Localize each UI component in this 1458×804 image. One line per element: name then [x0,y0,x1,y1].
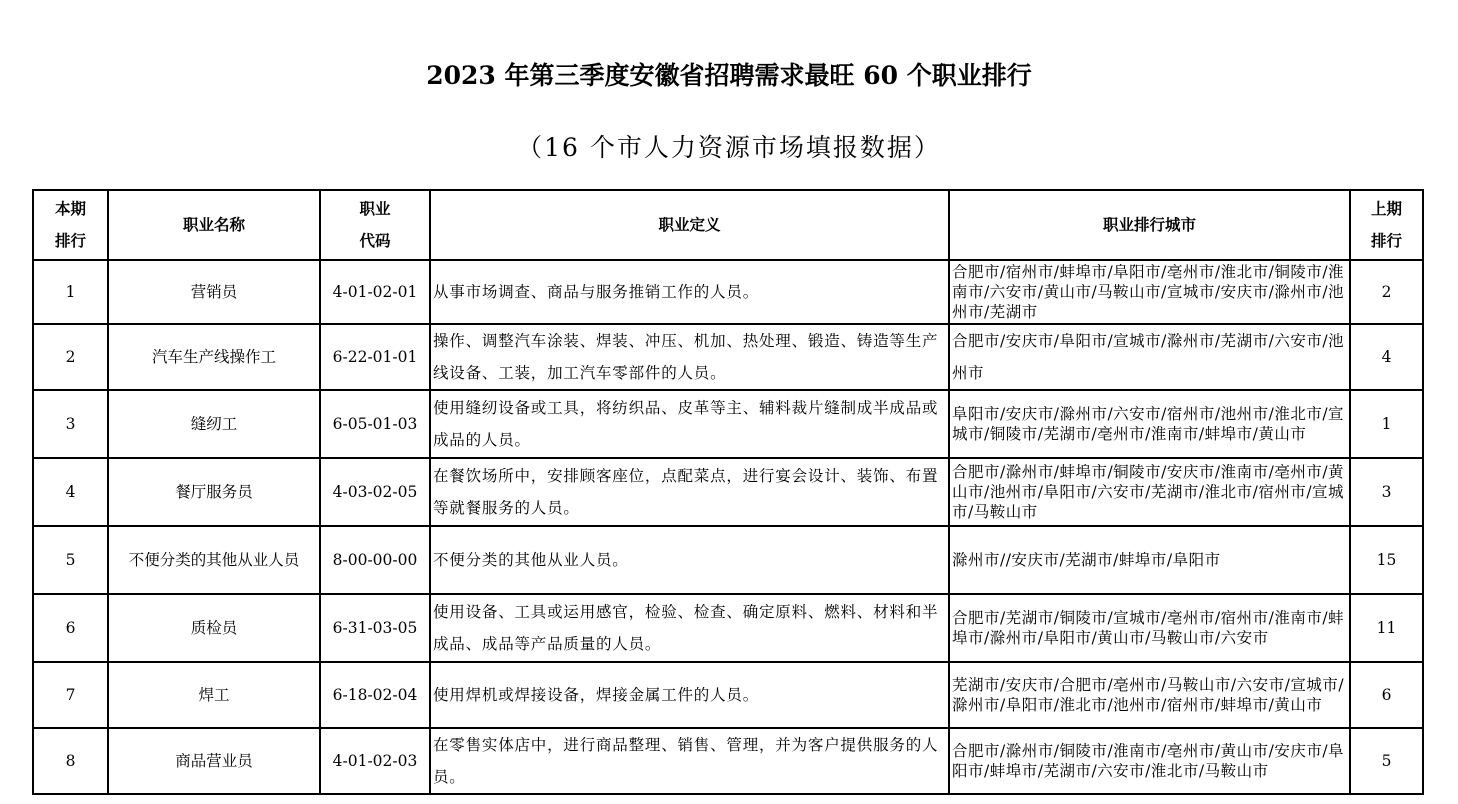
cell-rank: 2 [33,324,108,390]
cell-definition: 使用设备、工具或运用感官，检验、检查、确定原料、燃料、材料和半成品、成品等产品质量的人员。 [430,594,949,662]
cell-cities: 芜湖市/安庆市/合肥市/亳州市/马鞍山市/六安市/宣城市/滁州市/阜阳市/淮北市/池州市/宿州市/蚌埠市/黄山市 [949,662,1350,728]
table-row [33,594,1423,662]
cell-name: 缝纫工 [108,390,320,458]
cell-cities: 合肥市/安庆市/阜阳市/宣城市/滁州市/芜湖市/六安市/池州市 [949,324,1350,390]
cell-cities: 合肥市/芜湖市/铜陵市/宣城市/亳州市/宿州市/淮南市/蚌埠市/滁州市/阜阳市/黄山市/马鞍山市/六安市 [949,594,1350,662]
cell-prev-rank: 3 [1350,458,1423,526]
cell-rank: 1 [33,260,108,324]
cell-name: 餐厅服务员 [108,458,320,526]
header-prev-line2: 排行 [1370,231,1402,250]
cell-definition: 在零售实体店中，进行商品整理、销售、管理，并为客户提供服务的人员。 [430,728,949,794]
cell-code: 8-00-00-00 [320,526,430,594]
cell-prev-rank: 5 [1350,728,1423,794]
cell-definition: 从事市场调查、商品与服务推销工作的人员。 [430,260,949,324]
occupation-ranking-table [32,189,1424,795]
table-row [33,662,1423,728]
cell-rank: 4 [33,458,108,526]
cell-prev-rank: 2 [1350,260,1423,324]
cell-prev-rank: 11 [1350,594,1423,662]
cell-cities: 阜阳市/安庆市/滁州市/六安市/宿州市/池州市/淮北市/宣城市/铜陵市/芜湖市/亳州市/淮南市/蚌埠市/黄山市 [949,390,1350,458]
header-cities: 职业排行城市 [949,190,1350,260]
cell-name: 焊工 [108,662,320,728]
cell-code: 6-22-01-01 [320,324,430,390]
cell-code: 6-05-01-03 [320,390,430,458]
cell-name: 商品营业员 [108,728,320,794]
cell-rank: 5 [33,526,108,594]
header-previous-rank [1350,190,1423,260]
cell-name: 营销员 [108,260,320,324]
cell-name: 质检员 [108,594,320,662]
header-occupation-code [320,190,430,260]
table-row [33,390,1423,458]
header-current-rank [33,190,108,260]
cell-definition: 操作、调整汽车涂装、焊装、冲压、机加、热处理、锻造、铸造等生产线设备、工装，加工汽车零部件的人员。 [430,324,949,390]
cell-rank: 8 [33,728,108,794]
cell-name: 汽车生产线操作工 [108,324,320,390]
cell-cities: 合肥市/宿州市/蚌埠市/阜阳市/亳州市/淮北市/铜陵市/淮南市/六安市/黄山市/马鞍山市/宣城市/安庆市/滁州市/池州市/芜湖市 [949,260,1350,324]
header-occupation-name: 职业名称 [108,190,320,260]
cell-code: 6-31-03-05 [320,594,430,662]
document-subtitle: （16 个市人力资源市场填报数据） [517,133,941,162]
table-row [33,526,1423,594]
cell-definition: 在餐饮场所中，安排顾客座位，点配菜点，进行宴会设计、装饰、布置等就餐服务的人员。 [430,458,949,526]
cell-cities: 合肥市/滁州市/蚌埠市/铜陵市/安庆市/淮南市/亳州市/黄山市/池州市/阜阳市/六安市/芜湖市/淮北市/宿州市/宣城市/马鞍山市 [949,458,1350,526]
header-code-line2: 代码 [359,231,391,250]
cell-definition: 使用焊机或焊接设备，焊接金属工件的人员。 [430,662,949,728]
table-row [33,324,1423,390]
header-prev-line1: 上期 [1370,199,1402,218]
document-title: 2023 年第三季度安徽省招聘需求最旺 60 个职业排行 [426,61,1032,90]
header-rank-line2: 排行 [54,231,86,250]
cell-prev-rank: 4 [1350,324,1423,390]
cell-definition: 使用缝纫设备或工具，将纺织品、皮革等主、辅料裁片缝制成半成品或成品的人员。 [430,390,949,458]
cell-name: 不便分类的其他从业人员 [108,526,320,594]
cell-prev-rank: 6 [1350,662,1423,728]
cell-code: 6-18-02-04 [320,662,430,728]
header-definition: 职业定义 [430,190,949,260]
table-row [33,260,1423,324]
cell-rank: 7 [33,662,108,728]
cell-rank: 3 [33,390,108,458]
cell-definition: 不便分类的其他从业人员。 [430,526,949,594]
table-row [33,728,1423,794]
cell-cities: 合肥市/滁州市/铜陵市/淮南市/亳州市/黄山市/安庆市/阜阳市/蚌埠市/芜湖市/六安市/淮北市/马鞍山市 [949,728,1350,794]
table-header-row [33,190,1423,260]
table-row [33,458,1423,526]
cell-prev-rank: 1 [1350,390,1423,458]
cell-rank: 6 [33,594,108,662]
cell-prev-rank: 15 [1350,526,1423,594]
header-code-line1: 职业 [359,199,391,218]
cell-cities: 滁州市//安庆市/芜湖市/蚌埠市/阜阳市 [949,526,1350,594]
cell-code: 4-03-02-05 [320,458,430,526]
cell-code: 4-01-02-01 [320,260,430,324]
cell-code: 4-01-02-03 [320,728,430,794]
header-rank-line1: 本期 [54,199,86,218]
